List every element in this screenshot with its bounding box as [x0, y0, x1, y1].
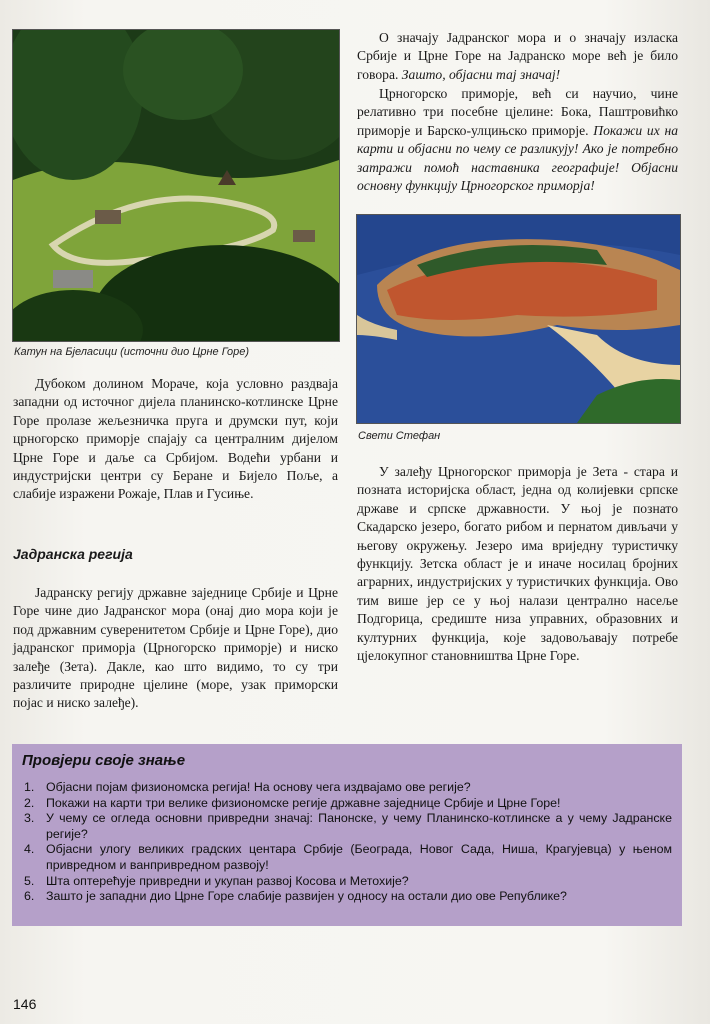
right-paragraph-1	[357, 29, 678, 84]
question-number: 4.	[24, 842, 35, 857]
question-text: У чему се огледа основни привредни значај: Панонске, у чему Планинско-котлинске а у чему Јадранске регије?	[46, 811, 672, 841]
question-text: Зашто је западни дио Црне Горе слабије развијен у односу на остали дио ове Републике?	[46, 889, 567, 904]
page-number: 146	[13, 996, 37, 1012]
question-text: Покажи на карти три велике физиономске регије државне заједнице Србије и Црне Горе!	[46, 795, 561, 810]
question-number: 1.	[24, 780, 35, 794]
question-text: Објасни улогу великих градских центара Србије (Београда, Новог Сада, Ниша, Крагујевца) у њеном привредном и ванпривредном развоју!	[46, 842, 672, 872]
sveti-stefan-photo	[356, 214, 681, 424]
katun-caption: Катун на Бјеласици (источни дио Црне Горе)	[14, 346, 250, 358]
left-paragraph-2: Јадранску регију државне заједнице Србије и Црне Горе чине дио Јадранског мора (онај дио мора који је под државним суверенитетом Србије и Црне Горе), дио јадранског приморја (Црногорско приморје) и ниско залеђе (Зета). Дакле, као што видимо, то су три различите природне цјелине (море, узак приморски појас и ниско залеђе).	[13, 585, 338, 711]
question-text: Објасни појам физиономска регија! На основу чега издвајамо ове регије?	[46, 780, 471, 794]
question-item	[20, 811, 672, 842]
mountain-meadow-photo-icon	[13, 30, 339, 341]
island-town-photo-icon	[357, 215, 680, 423]
review-questions-title: Провјери своје знање	[22, 752, 186, 769]
right-paragraph-2-italic: Покажи их на карти и објасни по чему се разликују! Ако је потребно затражи помоћ наставника географије! Објасни основну функцију Црногорског приморја!	[357, 122, 678, 194]
review-questions-box	[12, 744, 682, 926]
sveti-stefan-caption: Свети Стефан	[358, 430, 441, 442]
question-number: 2.	[24, 795, 35, 810]
right-paragraph-3: У залеђу Црногорског приморја је Зета - стара и позната историјска област, једна од колијевки српске државе и српске државности. У њој је познато Скадарско језеро, богато рибом и пернатом дивљачи у његову окружењу. Језеро има вриједну туристичку функцију. Зетска област је и иначе носилац бројних аграрних, индустријских у туристичких функција. Ово тим више јер се у њој налази централно насеље Подгорица, средиште низа управних, образовних и културних функција, које задовољавају потребе цјелокупног становништва Црне Горе.	[357, 464, 678, 664]
right-paragraph-1-italic: Зашто, објасни тај значај!	[401, 66, 561, 82]
left-paragraph-1: Дубоком долином Мораче, која условно раздваја западни од источног дијела планинско-котлинске Црне Горе пролазе жељезничка пруга и друмски пут, који црногорско приморје спајају са централним дијелом Црне Горе и даље са Србијом. Водећи урбани и индустријски центри су Беране и Бијело Поље, а слабије изражени Рожаје, Плав и Гусиње.	[13, 376, 338, 502]
question-item	[20, 889, 672, 905]
review-questions-list	[20, 780, 672, 905]
question-item	[20, 780, 672, 796]
question-item	[20, 842, 672, 873]
section-heading-jadranska-regija: Јадранска регија	[13, 546, 133, 562]
right-paragraph-2-text: Црногорско приморје, већ си научио, чине релативно три посебне цјелине: Бока, Паштровићко приморје и Барско-улцињско приморје.	[357, 86, 678, 138]
right-paragraph-1-text: О значају Јадранског мора и о значају излаcка Србије и Црне Горе на Јадранско море већ је било говора.	[357, 30, 678, 82]
katun-photo	[12, 29, 340, 342]
right-paragraph-2	[357, 85, 678, 195]
question-text: Шта оптерећује привредни и укупан развој Косова и Метохије?	[46, 873, 409, 888]
question-number: 5.	[24, 873, 35, 888]
question-number: 3.	[24, 811, 35, 826]
question-number: 6.	[24, 889, 35, 904]
question-item	[20, 796, 672, 812]
question-item	[20, 874, 672, 890]
